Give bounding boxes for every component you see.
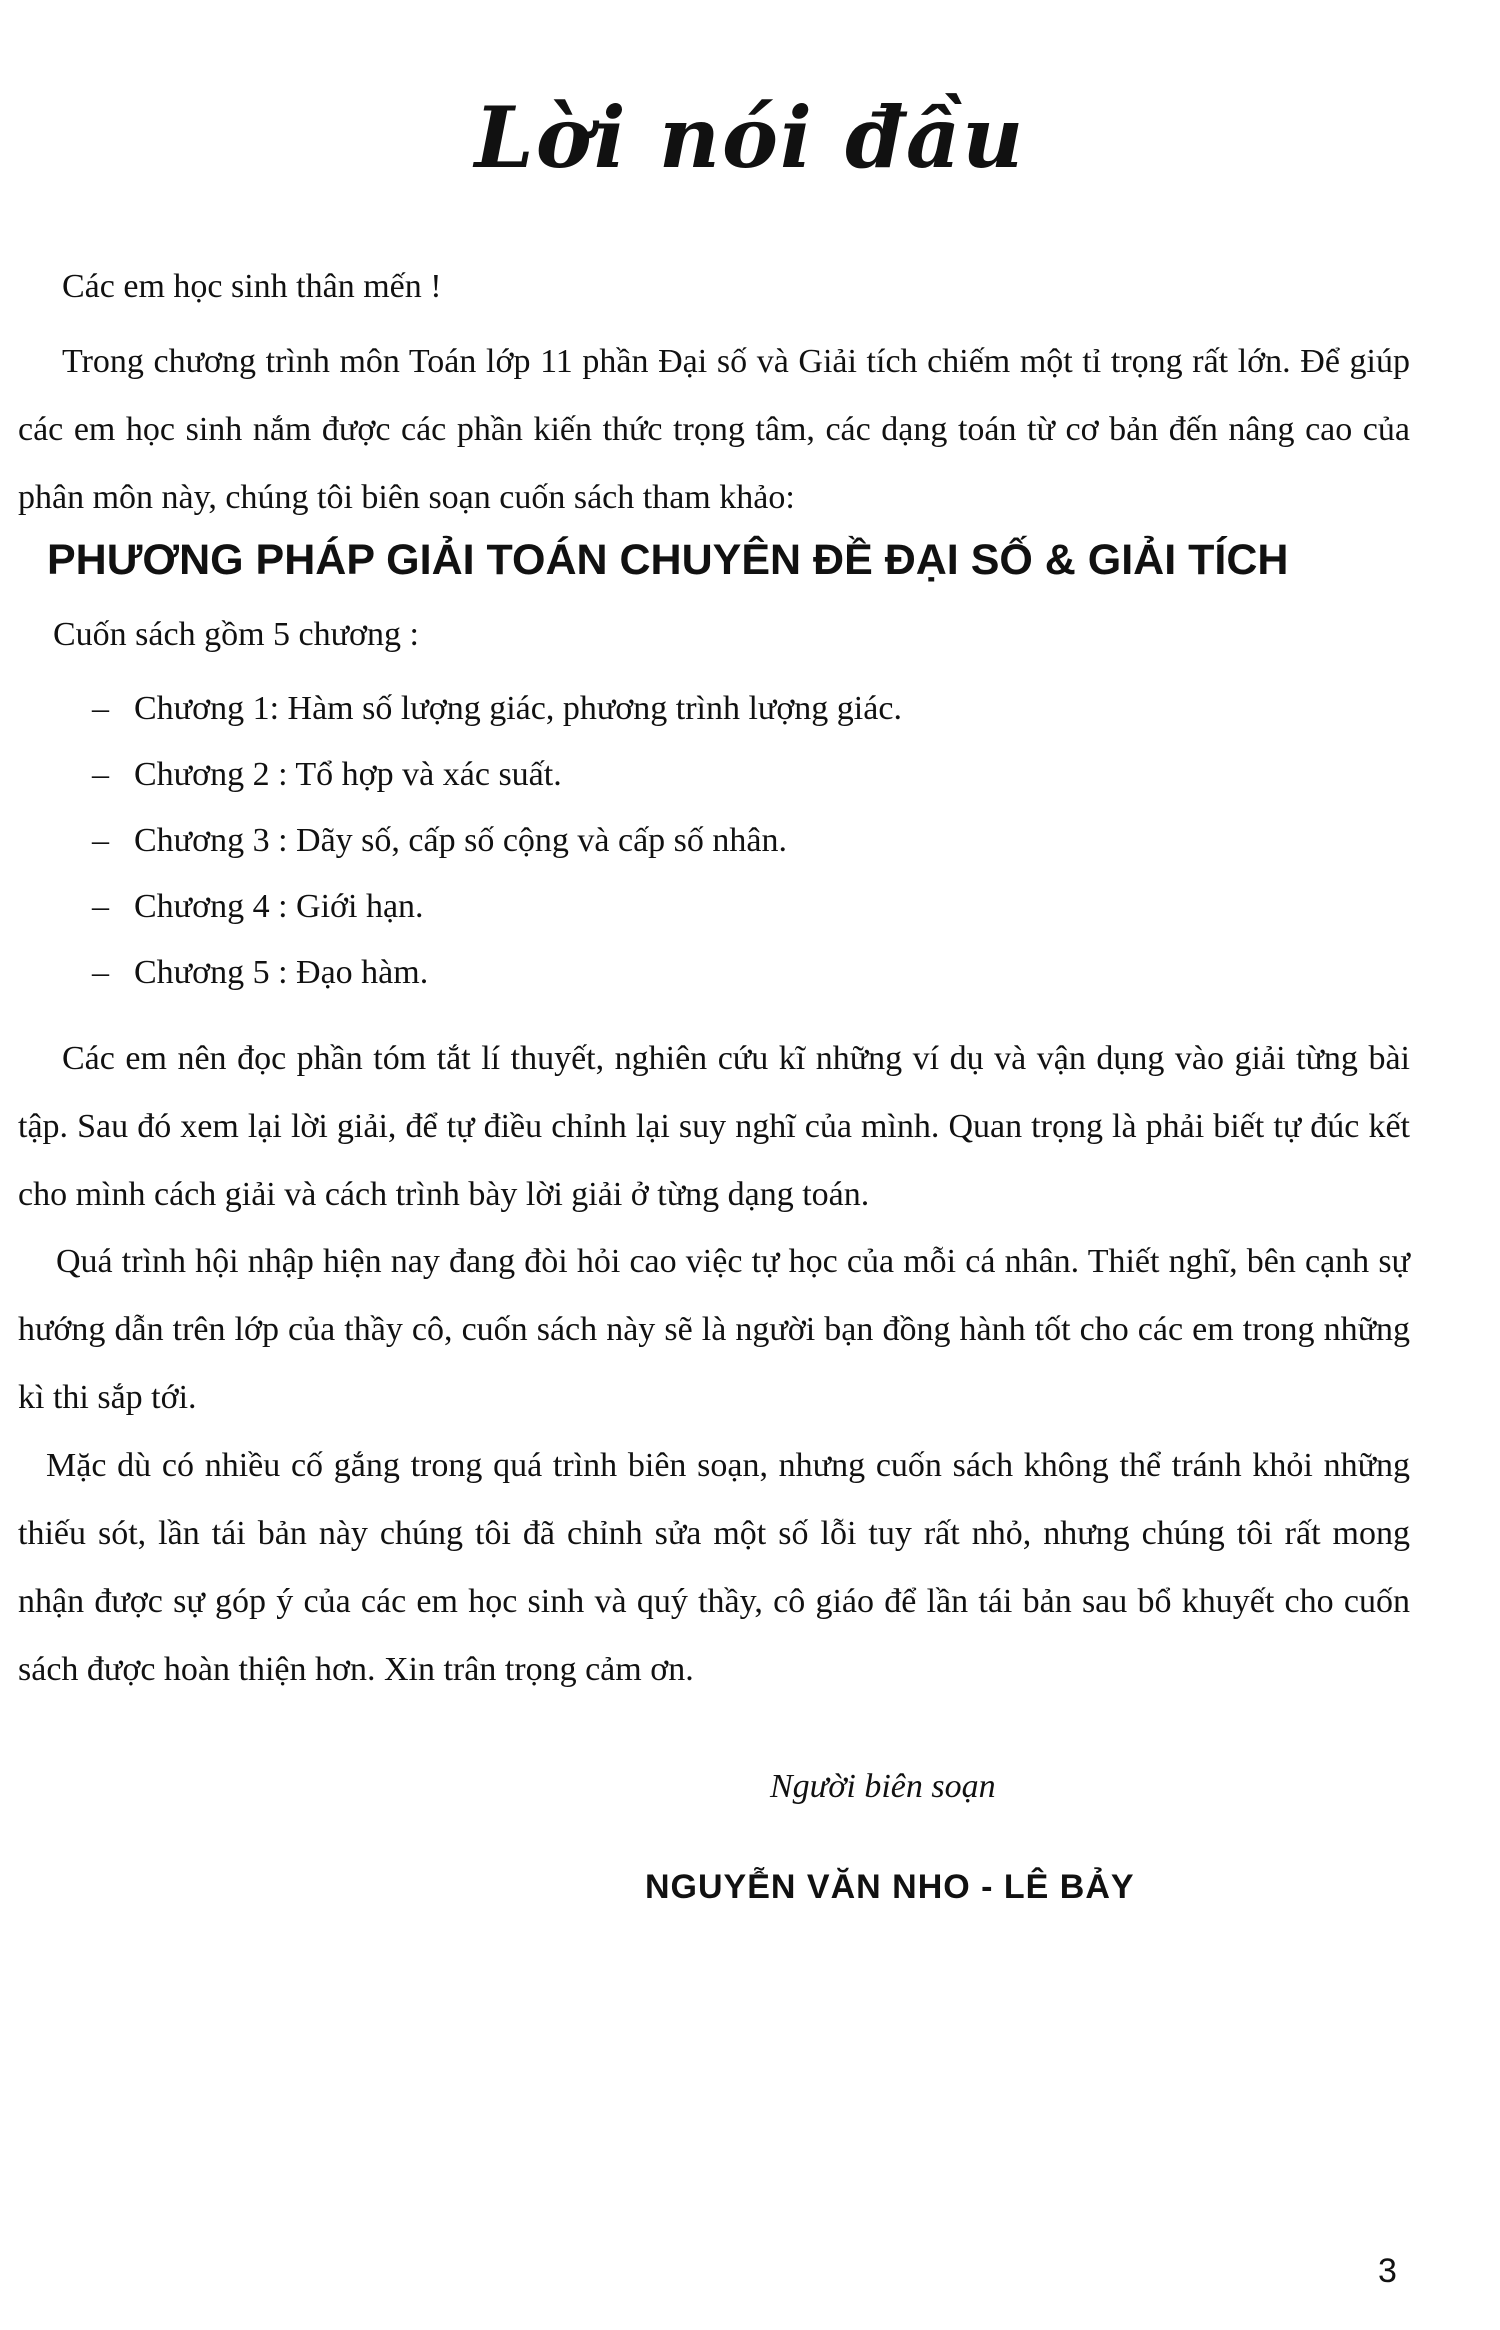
intro-paragraph: Trong chương trình môn Toán lớp 11 phần Đại số và Giải tích chiếm một tỉ trọng rất lớn. Để giúp các em học sinh nắm được các phần kiến thức trọng tâm, các dạng toán từ cơ bản đến nâng cao của phân môn này, chúng tôi biên soạn cuốn sách tham khảo: (18, 343, 1410, 516)
list-dash: – (92, 690, 109, 727)
signature-authors: NGUYỄN VĂN NHO - LÊ BẢY (645, 1868, 1135, 1906)
chapter-text: Chương 4 : Giới hạn. (134, 888, 424, 925)
list-dash: – (92, 888, 109, 925)
chapter-text: Chương 3 : Dãy số, cấp số cộng và cấp số nhân. (134, 822, 788, 859)
chapter-text: Chương 5 : Đạo hàm. (134, 954, 429, 991)
list-dash: – (92, 756, 109, 793)
page-number: 3 (1378, 2252, 1397, 2290)
list-dash: – (92, 822, 109, 859)
signature-role: Người biên soạn (770, 1768, 996, 1805)
chapter-text: Chương 2 : Tổ hợp và xác suất. (134, 756, 562, 793)
integration-paragraph: Quá trình hội nhập hiện nay đang đòi hỏi cao việc tự học của mỗi cá nhân. Thiết nghĩ, bên cạnh sự hướng dẫn trên lớp của thầy cô, cuốn sách này sẽ là người bạn đồng hành tốt cho các em trong những kì thi sắp tới. (18, 1243, 1410, 1416)
greeting: Các em học sinh thân mến ! (62, 268, 442, 305)
book-title: PHƯƠNG PHÁP GIẢI TOÁN CHUYÊN ĐỀ ĐẠI SỐ & GIẢI TÍCH (47, 536, 1289, 584)
page-title: Lời nói đầu (474, 88, 1026, 187)
chapter-item (92, 954, 428, 992)
advice-paragraph: Các em nên đọc phần tóm tắt lí thuyết, nghiên cứu kĩ những ví dụ và vận dụng vào giải từng bài tập. Sau đó xem lại lời giải, để tự điều chỉnh lại suy nghĩ của mình. Quan trọng là phải biết tự đúc kết cho mình cách giải và cách trình bày lời giải ở từng dạng toán. (18, 1040, 1410, 1213)
chapter-item (92, 756, 562, 794)
chapter-item (92, 888, 424, 926)
thanks-paragraph: Mặc dù có nhiều cố gắng trong quá trình biên soạn, nhưng cuốn sách không thể tránh khỏi những thiếu sót, lần tái bản này chúng tôi đã chỉnh sửa một số lỗi tuy rất nhỏ, nhưng chúng tôi rất mong nhận được sự góp ý của các em học sinh và quý thầy, cô giáo để lần tái bản sau bổ khuyết cho cuốn sách được hoàn thiện hơn. Xin trân trọng cảm ơn. (18, 1447, 1410, 1688)
chapter-item (92, 690, 902, 728)
chapter-item (92, 822, 787, 860)
chapter-text: Chương 1: Hàm số lượng giác, phương trình lượng giác. (134, 690, 902, 727)
chapters-intro: Cuốn sách gồm 5 chương : (53, 616, 419, 653)
list-dash: – (92, 954, 109, 991)
